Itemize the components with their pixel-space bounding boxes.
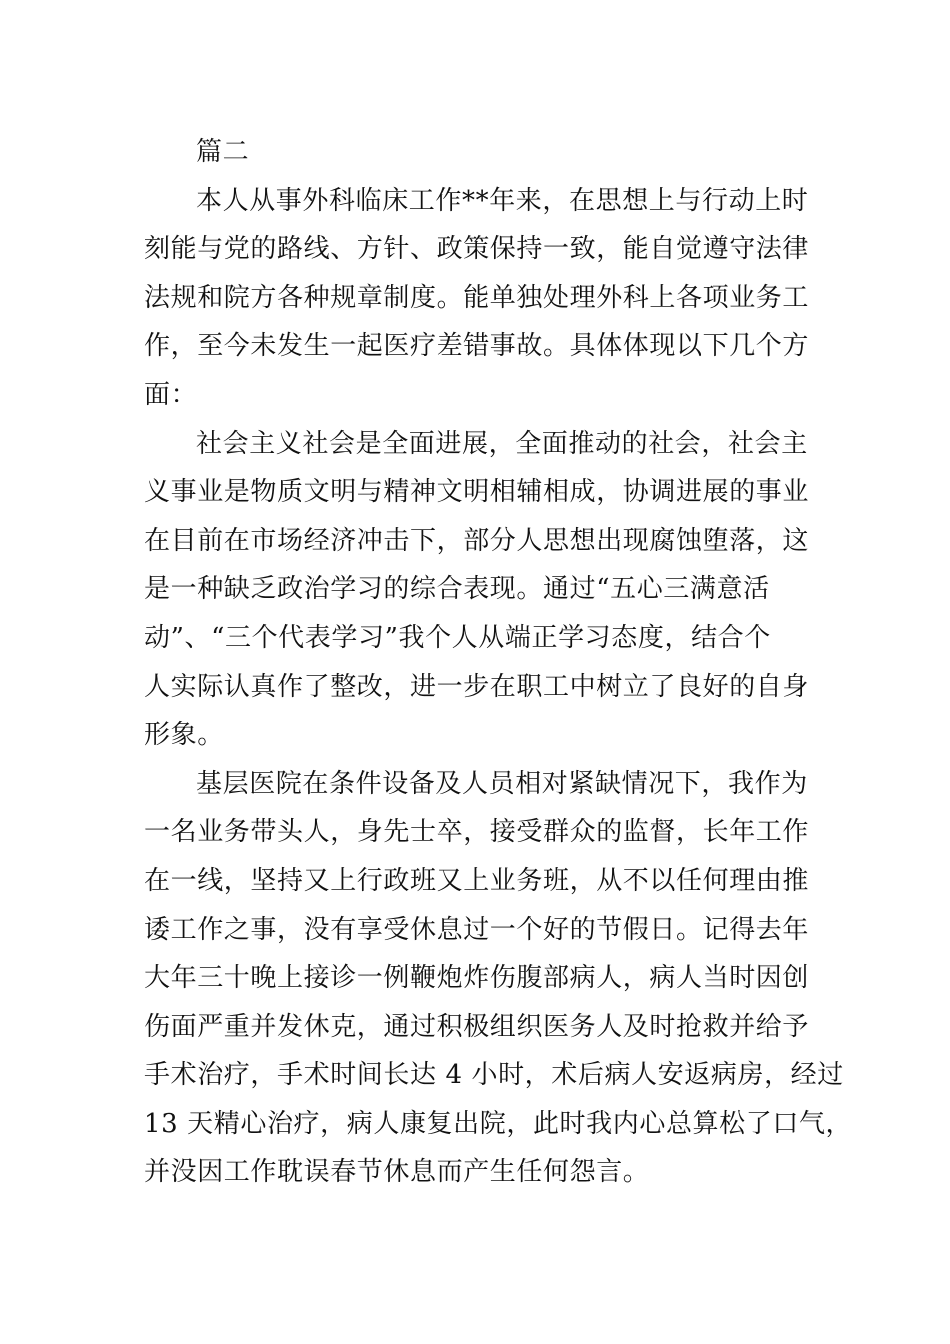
paragraph-line: 人实际认真作了整改，进一步在职工中树立了良好的自身 xyxy=(144,671,810,702)
paragraph-2 xyxy=(144,420,810,760)
paragraph-line: 形象。 xyxy=(144,720,224,751)
paragraph-line: 义事业是物质文明与精神文明相辅相成，协调进展的事业 xyxy=(144,477,810,508)
paragraph-line: 社会主义社会是全面进展，全面推动的社会，社会主 xyxy=(196,428,808,459)
paragraph-line: 13 天精心治疗，病人康复出院，此时我内心总算松了口气， xyxy=(144,1108,853,1139)
paragraph-3 xyxy=(144,760,853,1197)
paragraph-line: 在一线，坚持又上行政班又上业务班，从不以任何理由推 xyxy=(144,865,810,896)
section-heading: 篇二 xyxy=(196,137,250,167)
paragraph-line: 基层医院在条件设备及人员相对紧缺情况下，我作为 xyxy=(196,768,808,799)
paragraph-line: 作，至今未发生一起医疗差错事故。具体体现以下几个方 xyxy=(144,331,810,362)
paragraph-1 xyxy=(144,177,810,420)
paragraph-line: 面： xyxy=(144,379,198,410)
paragraph-line: 法规和院方各种规章制度。能单独处理外科上各项业务工 xyxy=(144,282,810,313)
paragraph-line: 刻能与党的路线、方针、政策保持一致，能自觉遵守法律 xyxy=(144,234,810,265)
paragraph-line: 并没因工作耽误春节休息而产生任何怨言。 xyxy=(144,1157,650,1188)
paragraph-line: 一名业务带头人，身先士卒，接受群众的监督，长年工作 xyxy=(144,817,810,848)
document-body xyxy=(144,128,853,1197)
paragraph-line: 动”、“三个代表学习”我个人从端正学习态度，结合个 xyxy=(144,622,771,653)
paragraph-line: 是一种缺乏政治学习的综合表现。通过“五心三满意活 xyxy=(144,574,770,605)
paragraph-line: 手术治疗，手术时间长达 4 小时，术后病人安返病房，经过 xyxy=(144,1060,844,1091)
paragraph-line: 诿工作之事，没有享受休息过一个好的节假日。记得去年 xyxy=(144,914,810,945)
paragraph-line: 在目前在市场经济冲击下，部分人思想出现腐蚀堕落，这 xyxy=(144,525,810,556)
paragraph-line: 本人从事外科临床工作**年来，在思想上与行动上时 xyxy=(196,185,809,216)
paragraph-line: 大年三十晚上接诊一例鞭炮炸伤腹部病人，病人当时因创 xyxy=(144,963,810,994)
paragraph-line: 伤面严重并发休克，通过积极组织医务人及时抢救并给予 xyxy=(144,1011,810,1042)
